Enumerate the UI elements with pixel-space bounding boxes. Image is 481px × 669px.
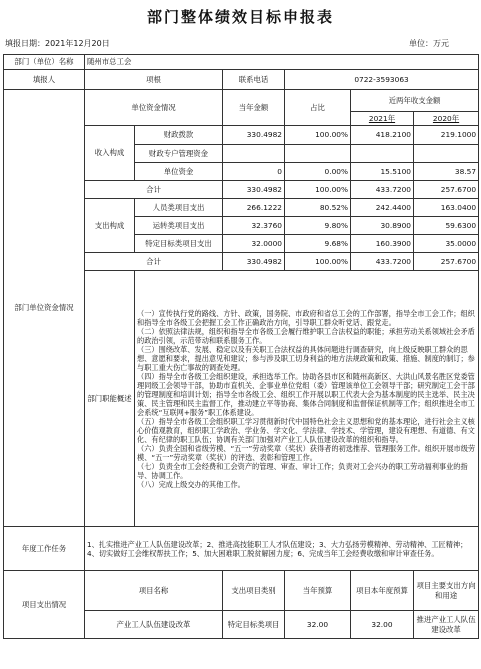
annual-text: 1、扎实推进产业工人队伍建设改革；2、推进高技能职工人才队伍建设；3、大力弘扬劳模精神、劳动精神、工匠精神；4、切实做好工会维权帮扶工作；5、加大困难职工脱贫解困力度；6、完成当年工会经费收缴和审计审查任务。	[85, 527, 479, 571]
income-2021: 418.2100	[351, 126, 414, 145]
expense-pct: 80.52%	[285, 199, 351, 217]
income-name: 财政专户管理资金	[135, 145, 223, 163]
expense-2021: 242.4400	[351, 199, 414, 217]
funds-header-row	[4, 90, 479, 112]
year-2020-header: 2020年	[414, 112, 479, 126]
income-current: 330.4982	[223, 126, 285, 145]
expense-name: 运转类项目支出	[135, 217, 223, 235]
recent-header: 近两年收支金额	[351, 90, 479, 112]
expense-2021: 160.3900	[351, 235, 414, 253]
dept-label: 部门（单位）名称	[4, 55, 85, 70]
expense-2020: 59.6300	[414, 217, 479, 235]
form-title: 部门整体绩效目标申报表	[146, 8, 334, 26]
income-2021: 15.5100	[351, 163, 414, 181]
expense-total-2021: 433.7200	[351, 253, 414, 271]
expense-total-label: 合计	[85, 253, 223, 271]
duty-paragraph: （二）依照法律法规，组织和指导全市各级工会履行维护职工合法权益的职能；承担劳动关系领域社会矛盾的政治引领，示范带动和联系服务工作。	[137, 326, 475, 345]
expense-pct: 9.80%	[285, 217, 351, 235]
filler-value: 项根	[85, 70, 223, 90]
income-2020	[414, 145, 479, 163]
phone-label: 联系电话	[223, 70, 285, 90]
expense-total-2020: 257.6700	[414, 253, 479, 271]
expense-label: 支出构成	[85, 199, 135, 253]
duty-paragraph: （七）负责全市工会经费和工会资产的管理、审查、审计工作；负责对工会兴办的职工劳动福利事业的指导、协调工作。	[137, 461, 468, 480]
income-current	[223, 145, 285, 163]
annual-row	[4, 527, 479, 571]
filler-row	[4, 70, 479, 90]
proj-purpose-header: 项目主要支出方向和用途	[414, 571, 479, 611]
income-pct	[285, 145, 351, 163]
expense-pct: 9.68%	[285, 235, 351, 253]
income-total-pct: 100.00%	[285, 181, 351, 199]
current-header: 当年金额	[223, 90, 285, 126]
proj-type-header: 支出项目类别	[223, 571, 285, 611]
annual-label: 年度工作任务	[4, 527, 85, 571]
expense-current: 32.3760	[223, 217, 285, 235]
proj-name: 产业工人队伍建设改革	[85, 611, 223, 639]
expense-2021: 30.8900	[351, 217, 414, 235]
dept-row	[4, 55, 479, 70]
income-name: 单位资金	[135, 163, 223, 181]
unit-label: 单位：万元	[409, 39, 449, 48]
income-2021	[351, 145, 414, 163]
income-pct: 0.00%	[285, 163, 351, 181]
year-2021-header: 2021年	[351, 112, 414, 126]
duty-paragraph: （八）完成上级交办的其他工作。	[137, 479, 245, 489]
expense-2020: 163.0400	[414, 199, 479, 217]
proj-prev-header: 项目本年度预算	[351, 571, 414, 611]
income-total-2021: 433.7200	[351, 181, 414, 199]
expense-name: 特定目标类项目支出	[135, 235, 223, 253]
income-label: 收入构成	[85, 126, 135, 181]
duty-paragraph: （一）宣传执行党的路线、方针、政策，国务院、市政府和省总工会的工作部署，指导全市工会工作；组织和指导全市各级工会把握工会工作正确政治方向，引导职工群众听党话、跟党走。	[137, 308, 475, 327]
expense-current: 32.0000	[223, 235, 285, 253]
duty-paragraph: （五）指导全市各级工会组织职工学习贯彻新时代中国特色社会主义思想和党的基本理论，进行社会主义核心价值观教育，组织职工学政治、学业务、学文化、学法律、学技术、学管理，建设有理想、有道德、有文化、有纪律的职工队伍；协调有关部门加强对产业工人队伍建设改革的组织和指导。	[137, 416, 475, 444]
income-2020: 219.1000	[414, 126, 479, 145]
proj-budget: 32.00	[285, 611, 351, 639]
income-2020: 38.57	[414, 163, 479, 181]
funds-item-header: 单位资金情况	[85, 90, 223, 126]
duty-paragraph: （六）负责全国和省级劳模、“五一”劳动奖章（奖状）获得者的初选推荐、管理服务工作。组织开展市级劳模、“五一”劳动奖章（奖状）的评选、表彰和管理工作。	[137, 443, 476, 462]
proj-purpose: 推进产业工人队伍建设改革	[414, 611, 479, 639]
income-total-2020: 257.6700	[414, 181, 479, 199]
income-pct: 100.00%	[285, 126, 351, 145]
funds-section-label: 部门单位资金情况	[4, 90, 85, 527]
expense-current: 266.1222	[223, 199, 285, 217]
pct-header: 占比	[285, 90, 351, 126]
income-current: 0	[223, 163, 285, 181]
duty-paragraph: （四）指导全市各级工会组织建设，承担选举工作。协助各县市区和随州高新区、大洪山风景名胜区党委管理同级工会领导干部，协助市直机关、企事业单位党组（委）管理该单位工会领导干部；研究制定工会干部的管理制度和培训计划；指导全市各级工会、组织工作开展以职工代表大会为基本制度的民主选举、民主决策、民主管理和民主监督工作，推动建立平等协商、集体合同制度和监督保证机制等工作；组织推进全市工会系统“互联网+服务”职工体系建设。	[137, 371, 475, 417]
duty-paragraph: （三）围绕改革、发展、稳定以及有关职工合法权益的具体问题进行调查研究，向上级反映职工群众的思想、意愿和要求，提出意见和建议；参与涉及职工切身利益的地方法规政策和政策、措施、制度的制订；参与职工重大伤亡事故的调查处理。	[137, 344, 475, 372]
expense-name: 人员类项目支出	[135, 199, 223, 217]
proj-prev: 32.00	[351, 611, 414, 639]
form-table	[3, 54, 479, 639]
projects-header-row	[4, 571, 479, 611]
dept-value: 随州市总工会	[85, 55, 479, 70]
income-total-current: 330.4982	[223, 181, 285, 199]
expense-total-pct: 100.00%	[285, 253, 351, 271]
phone-value: 0722-3593063	[285, 70, 479, 90]
proj-type: 特定目标类项目	[223, 611, 285, 639]
fill-date: 填报日期：2021年12月20日	[5, 39, 110, 48]
projects-label: 项目支出情况	[4, 571, 85, 639]
income-total-label: 合计	[85, 181, 223, 199]
proj-name-header: 项目名称	[85, 571, 223, 611]
expense-total-current: 330.4982	[223, 253, 285, 271]
duties-label: 部门职能概述	[85, 271, 135, 527]
proj-budget-header: 当年预算	[285, 571, 351, 611]
expense-2020: 35.0000	[414, 235, 479, 253]
duties-text	[135, 271, 479, 527]
income-name: 财政拨款	[135, 126, 223, 145]
filler-label: 填报人	[4, 70, 85, 90]
